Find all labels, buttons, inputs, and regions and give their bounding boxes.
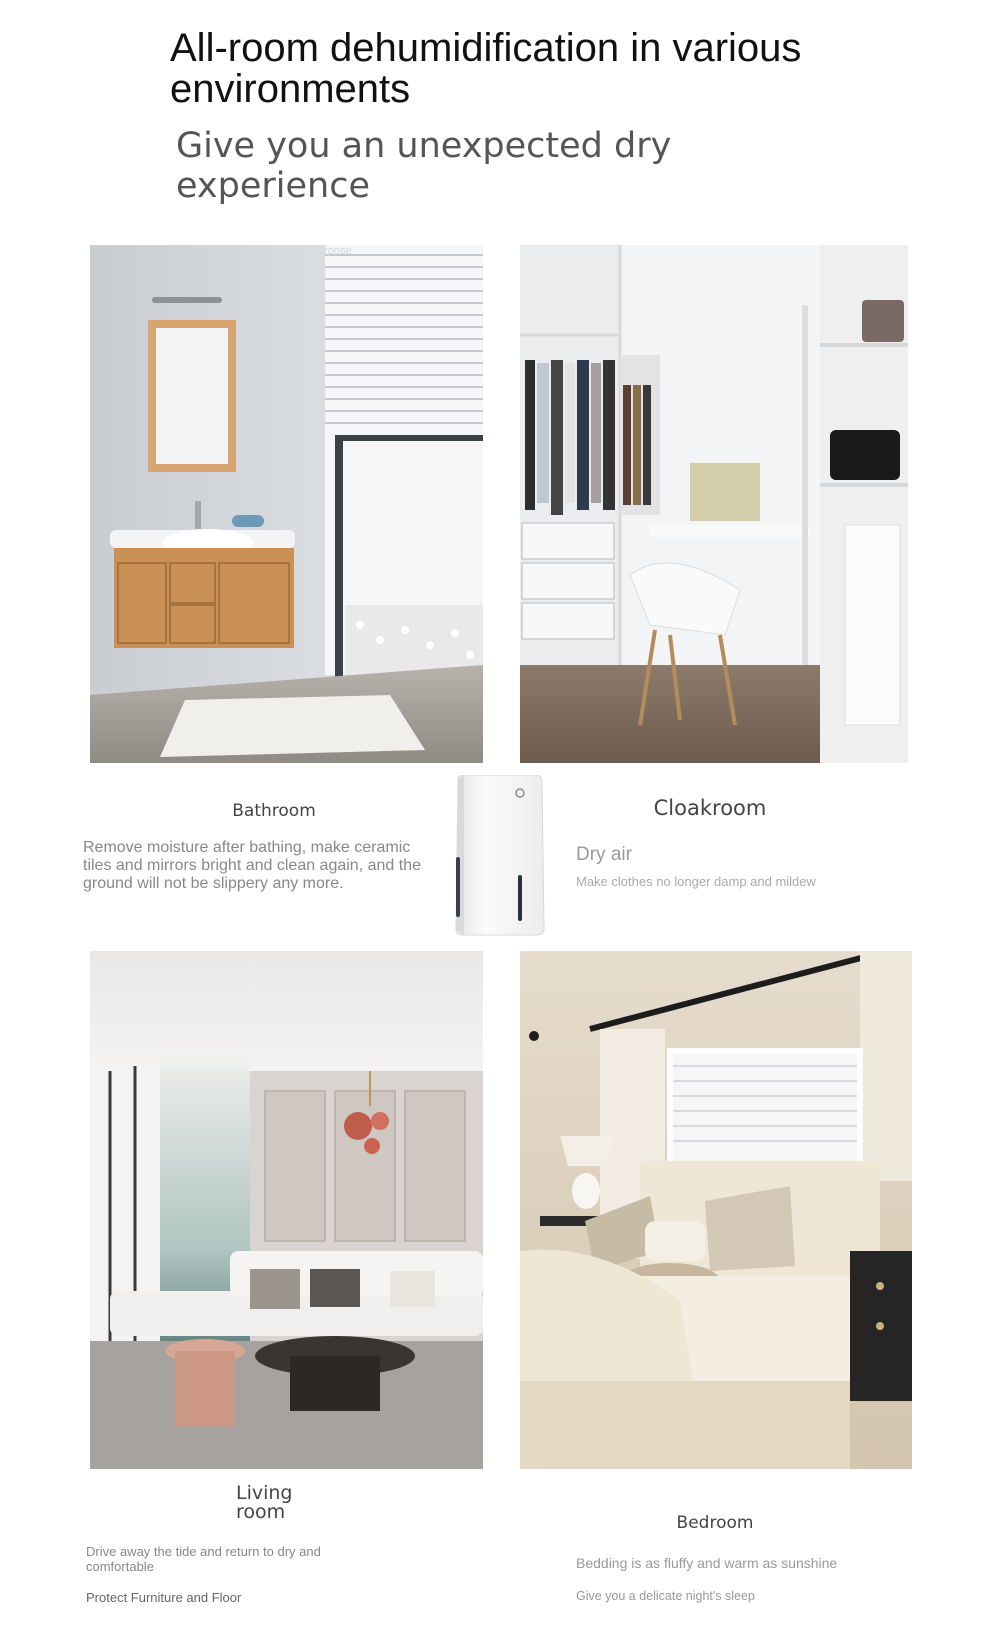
living-room-description: Drive away the tide and return to dry and comfortable (86, 1544, 321, 1574)
bathroom-label: Bathroom (232, 801, 316, 821)
living-room-subtext: Protect Furniture and Floor (86, 1590, 242, 1605)
living-room-photo (90, 951, 483, 1469)
watermark-text: urpose (318, 245, 352, 257)
cloakroom-headline: Dry air (576, 844, 632, 865)
bathroom-description: Remove moisture after bathing, make ceramic tiles and mirrors bright and clean again, and the ground will not be slippery any more. (83, 839, 421, 892)
page-subtitle: Give you an unexpected dry experience (176, 126, 672, 206)
bathroom-photo (90, 245, 483, 763)
bedroom-description: Bedding is as fluffy and warm as sunshine (576, 1555, 838, 1571)
bedroom-subtext: Give you a delicate night's sleep (576, 1589, 755, 1603)
bathroom-illustration (90, 245, 483, 763)
cloakroom-description: Make clothes no longer damp and mildew (576, 874, 816, 889)
bedroom-photo (520, 951, 912, 1469)
cloakroom-photo (520, 245, 908, 763)
living-room-illustration (90, 951, 483, 1469)
page-title: All-room dehumidification in various environments (170, 26, 802, 111)
bedroom-illustration (520, 951, 912, 1469)
living-room-label: Living room (236, 1482, 293, 1523)
cloakroom-illustration (520, 245, 908, 763)
cloakroom-label: Cloakroom (653, 796, 767, 820)
dehumidifier-product-image (450, 775, 550, 937)
bedroom-label: Bedroom (676, 1513, 754, 1533)
